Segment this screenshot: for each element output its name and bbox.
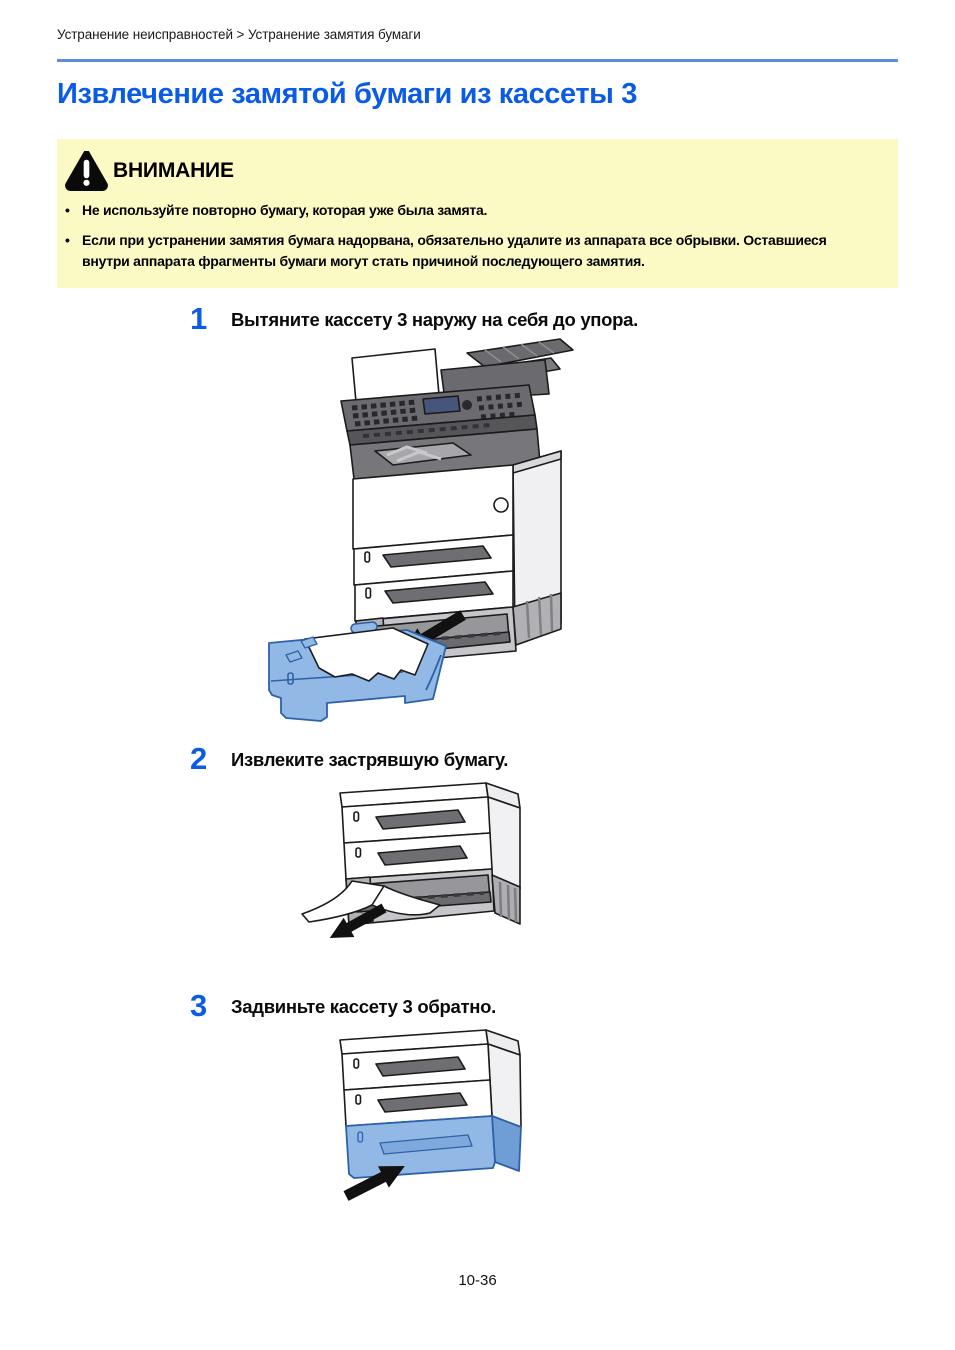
warning-triangle-icon: [65, 151, 108, 191]
figure-jammed-paper-removal: [288, 777, 898, 962]
step-1: [57, 301, 898, 737]
breadcrumb: Устранение неисправностей > Устранение замятия бумаги: [57, 27, 421, 42]
step-title: Задвиньте кассету 3 обратно.: [231, 996, 496, 1018]
step-title: Извлеките застрявшую бумагу.: [231, 749, 509, 771]
bullet-marker: •: [65, 202, 70, 219]
step-number: 2: [190, 741, 208, 777]
header-divider: [57, 59, 898, 62]
cassette-3-blue: [346, 1116, 521, 1178]
step-title: Вытяните кассету 3 наружу на себя до упора.: [231, 309, 639, 331]
step-number: 1: [190, 301, 208, 337]
lcd-display: [423, 396, 460, 414]
caution-box: [57, 139, 898, 288]
caution-bullet: • Если при устранении замятия бумага надорвана, обязательно удалите из аппарата все обрывки. Оставшиеся внутри аппарата фрагменты бумаги могут стать причиной последующего замятия.: [65, 230, 884, 272]
step-number: 3: [190, 988, 208, 1024]
step-3: [57, 988, 898, 1209]
step-2: [57, 741, 898, 962]
caution-bullet: • Не используйте повторно бумагу, которая уже была замята.: [65, 200, 884, 221]
figure-cassette3-pushed-back: [288, 1024, 898, 1209]
page-number: 10-36: [458, 1272, 497, 1289]
page-title: Извлечение замятой бумаги из кассеты 3: [57, 78, 637, 110]
caution-heading: ВНИМАНИЕ: [113, 159, 234, 183]
caution-bullet-list: [65, 200, 884, 272]
bullet-marker: •: [65, 232, 70, 249]
figure-mfp-cassette3-pulled-out: [255, 337, 898, 737]
